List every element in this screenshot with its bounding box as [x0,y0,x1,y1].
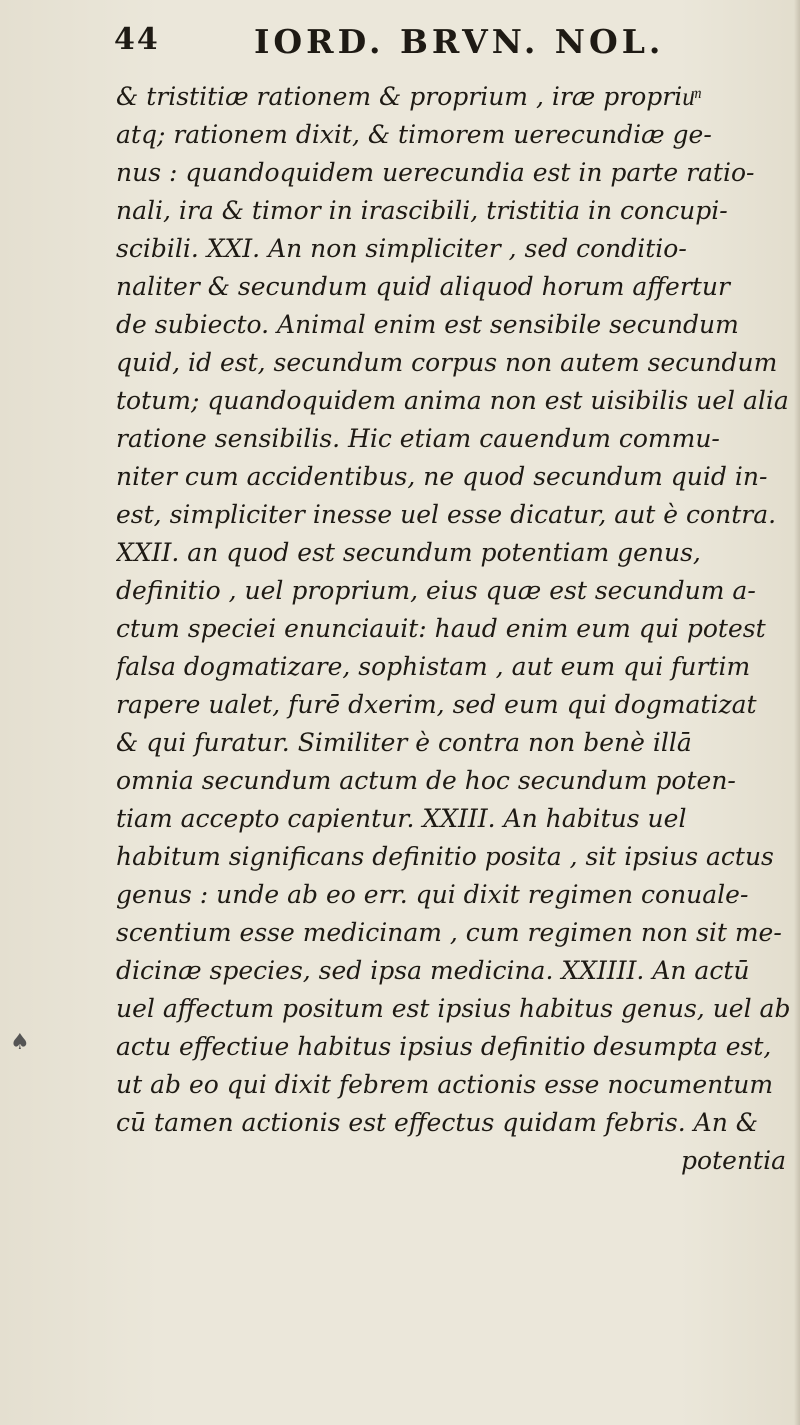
margin-mark: ♠ [10,1030,30,1055]
text-line: quid, id est, secundum corpus non autem secundum [116,348,778,377]
text-line: actu effectiue habitus ipsius definitio desumpta est, [116,1032,772,1061]
text-line: est, simpliciter inesse uel esse dicatur, aut è contra. [116,500,777,529]
text-line: atq; rationem dixit, & timorem uerecundiæ ge- [116,120,712,149]
text-line: & tristitiæ rationem & proprium , iræ propriuͫ [116,82,695,111]
text-line: dicinæ species, sed ipsa medicina. XXIIII. An actū [116,956,750,985]
text-line: & qui furatur. Similiter è contra non benè illā [116,728,692,757]
text-line: totum; quandoquidem anima non est uisibilis uel alia [116,386,789,415]
page-number: 44 [114,22,160,57]
text-line: tiam accepto capientur. XXIII. An habitus uel [116,804,687,833]
text-line: ctum speciei enunciauit: haud enim eum qui potest [116,614,766,643]
catchword: potentia [681,1146,786,1175]
text-line: nus : quandoquidem uerecundia est in parte ratio- [116,158,755,187]
text-line: de subiecto. Animal enim est sensibile secundum [116,310,739,339]
text-line: cū tamen actionis est effectus quidam febris. An & [116,1108,759,1137]
text-block [116,78,796,1180]
text-line: rapere ualet, furē dxerim, sed eum qui dogmatizat [116,690,757,719]
text-line: niter cum accidentibus, ne quod secundum quid in- [116,462,768,491]
text-line: uel affectum positum est ipsius habitus genus, uel ab [116,994,791,1023]
text-line: habitum significans definitio posita , sit ipsius actus [116,842,774,871]
text-line: nali, ira & timor in irascibili, tristitia in concupi- [116,196,728,225]
page-header [114,18,674,68]
running-title: IORD. BRVN. NOL. [254,22,665,61]
text-line: genus : unde ab eo err. qui dixit regimen conuale- [116,880,749,909]
text-line: omnia secundum actum de hoc secundum poten- [116,766,736,795]
text-line: scentium esse medicinam , cum regimen non sit me- [116,918,782,947]
page-edge-shadow [794,0,800,1425]
text-line: XXII. an quod est secundum potentiam genus, [116,538,701,567]
text-line: ut ab eo qui dixit febrem actionis esse nocumentum [116,1070,774,1099]
text-line: definitio , uel proprium, eius quæ est secundum a- [116,576,756,605]
text-line: ratione sensibilis. Hic etiam cauendum commu- [116,424,720,453]
text-line: scibili. XXI. An non simpliciter , sed conditio- [116,234,687,263]
text-line: falsa dogmatizare, sophistam , aut eum qui furtim [116,652,751,681]
text-line: naliter & secundum quid aliquod horum affertur [116,272,730,301]
